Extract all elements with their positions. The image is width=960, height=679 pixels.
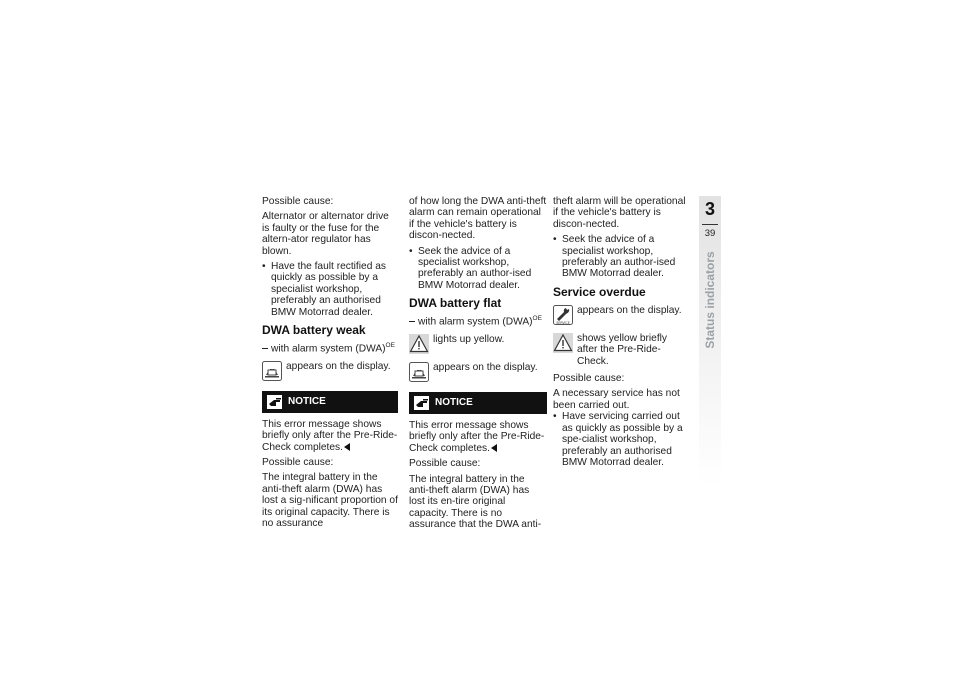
optional-equipment-line — [262, 340, 398, 355]
bullet-item: • Seek the advice of a specialist workshop, preferably an author-ised BMW Motorrad dealer. — [553, 234, 690, 280]
paragraph: The integral battery in the anti-theft alarm (DWA) has lost a sig-nificant proportion of its original capacity. There is no assurance — [262, 472, 398, 530]
icon-row — [409, 334, 547, 356]
paragraph: A necessary service has not been carried out. — [553, 388, 680, 411]
notice-bar — [409, 392, 547, 414]
dwa-battery-icon — [262, 361, 282, 381]
icon-row — [553, 305, 690, 327]
notice-body: This error message shows briefly only after the Pre-Ride-Check completes. — [262, 418, 398, 453]
possible-cause-label: Possible cause: — [262, 196, 334, 207]
paragraph: of how long the DWA anti-theft alarm can remain operational if the vehicle's battery is discon-nected. — [409, 196, 547, 242]
warning-description: shows yellow briefly after the Pre-Ride-Check. — [577, 332, 668, 367]
optional-text: with alarm system (DWA) — [418, 316, 533, 328]
section-heading-dwa-battery-weak: DWA battery weak — [262, 323, 366, 338]
notice-hand-icon — [267, 395, 282, 409]
page-number: 39 — [704, 228, 716, 239]
oe-superscript: OE — [532, 315, 542, 323]
notice-hand-icon — [414, 396, 429, 410]
section-title-vertical: Status indicators — [703, 251, 717, 349]
bullet-item: • Seek the advice of a specialist workshop, preferably an author-ised BMW Motorrad dealer. — [409, 246, 547, 292]
dwa-battery-icon — [409, 362, 429, 382]
wrench-icon — [553, 305, 573, 325]
notice-label: NOTICE — [288, 395, 326, 407]
possible-cause-label: Possible cause: — [409, 458, 481, 470]
bullet-item: • Have the fault rectified as quickly as possible by a specialist workshop, preferably an authorised BMW Motorrad dealer. — [262, 261, 398, 318]
end-mark-icon — [491, 444, 497, 452]
notice-text — [262, 419, 398, 453]
paragraph: The integral battery in the anti-theft alarm (DWA) has lost its en-tire original capacity. There is no assurance that the DWA anti- — [409, 473, 542, 531]
notice-body: This error message shows briefly only after the Pre-Ride-Check completes. — [409, 420, 545, 454]
dash-icon — [409, 321, 415, 322]
icon-description: appears on the display. — [286, 360, 391, 372]
service-description: appears on the display. — [577, 304, 682, 316]
end-mark-icon — [344, 443, 350, 451]
optional-equipment-line — [409, 313, 547, 328]
warning-description: lights up yellow. — [433, 334, 505, 346]
column-2 — [409, 196, 547, 535]
notice-label: NOTICE — [435, 397, 473, 409]
warning-triangle-icon — [553, 333, 573, 353]
column-1 — [262, 196, 398, 534]
warning-triangle-icon — [409, 334, 429, 354]
dash-icon — [262, 348, 268, 349]
icon-row — [262, 361, 398, 383]
chapter-divider — [702, 224, 718, 225]
service-icon-label: SERVICE — [556, 320, 570, 325]
section-heading-dwa-battery-flat: DWA battery flat — [409, 296, 502, 311]
possible-cause-label: Possible cause: — [262, 457, 334, 469]
icon-row — [553, 333, 690, 367]
paragraph: theft alarm will be operational if the vehicle's battery is discon-nected. — [553, 196, 686, 230]
notice-bar — [262, 391, 398, 413]
oe-superscript: OE — [385, 342, 395, 350]
section-heading-service-overdue: Service overdue — [553, 284, 646, 299]
bullet-item: • Have servicing carried out as quickly as possible by a spe-cialist workshop, preferably an authorised BMW Motorrad dealer. — [553, 411, 690, 468]
paragraph: Alternator or alternator drive is faulty or the fuse for the altern-ator regulator has blown. — [262, 211, 389, 257]
column-3 — [553, 196, 690, 472]
chapter-number: 3 — [704, 199, 715, 219]
icon-description: appears on the display. — [433, 362, 538, 374]
icon-row — [409, 362, 547, 384]
optional-text: with alarm system (DWA) — [271, 343, 386, 355]
notice-text — [409, 420, 547, 454]
possible-cause-label: Possible cause: — [553, 373, 625, 385]
